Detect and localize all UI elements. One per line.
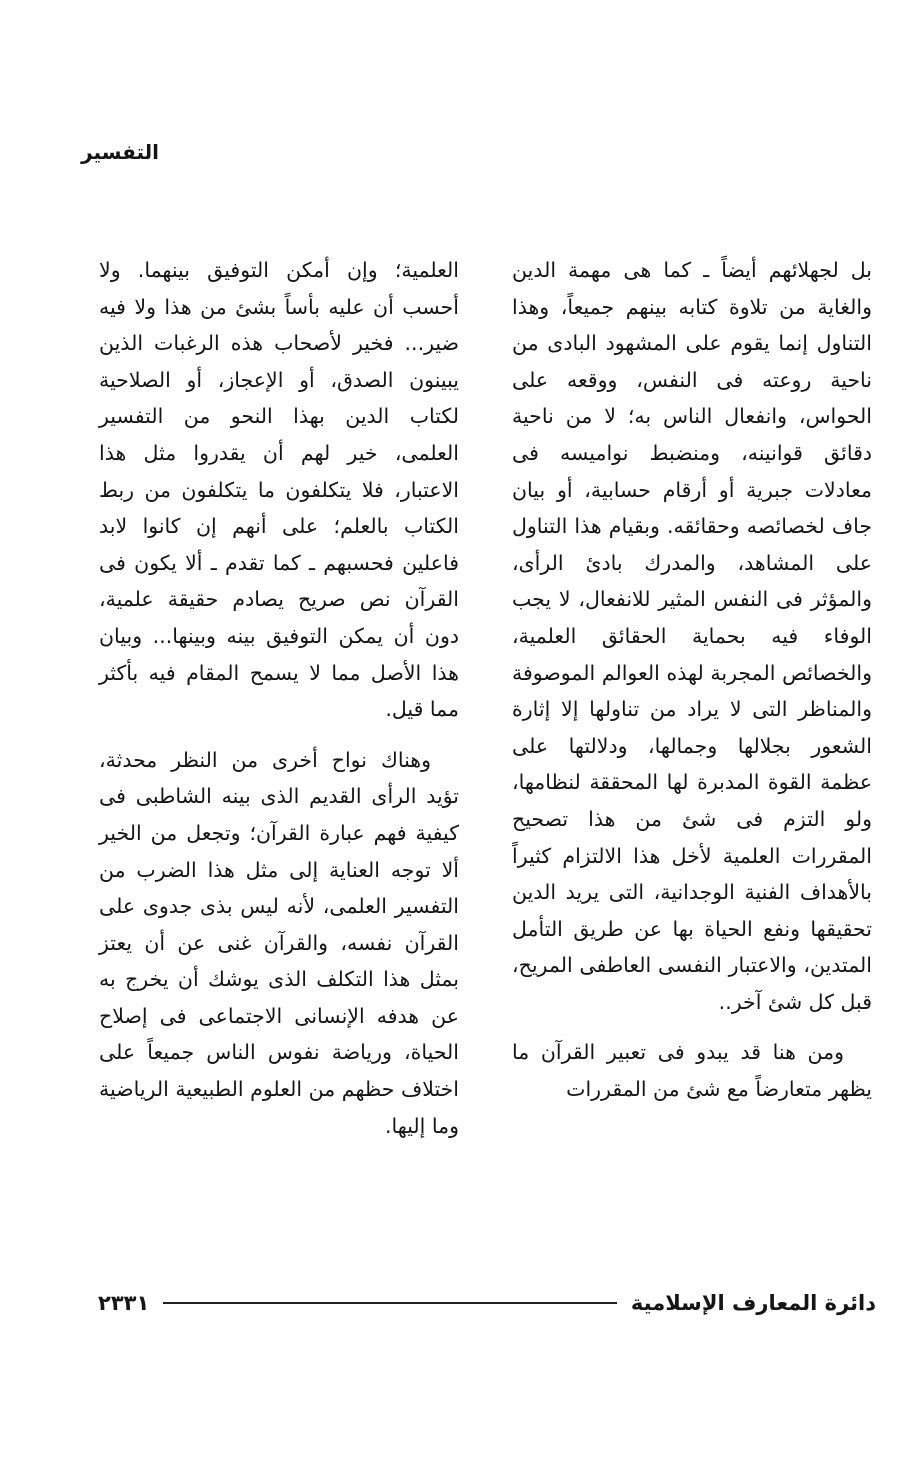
paragraph: بل لجهلائهم أيضاً ـ كما هى مهمة الدين والغاية من تلاوة كتابه بينهم جميعاً، وهذا التناول إنما يقوم على المشهود البادى من ناحية روعته فى النفس، ووقعه على الحواس، وانفعال الناس به؛ لا من ناحية دقائق قوانينه، ومنضبط نواميسه فى معادلات جبرية أو أرقام حسابية، أو بيان جاف لخصائصه وحقائقه. وبقيام هذا التناول على المشاهد، والمدرك بادئ الرأى، والمؤثر فى النفس المثير للانفعال، لا يجب الوفاء فيه بحماية الحقائق العلمية، والخصائص المجربة لهذه العوالم الموصوفة والمناظر التى لا يراد من تناولها إلا إثارة الشعور بجلالها وجمالها، ودلالتها على عظمة القوة المدبرة لها المحققة لنظامها، ولو التزم فى شئ من هذا تصحيح المقررات العلمية لأخل هذا الالتزام كثيراً بالأهداف الفنية الوجدانية، التى يريد الدين تحقيقها ونفع الحياة بها عن طريق التأمل المتدين، والاعتبار النفسى العاطفى المريح، قبل كل شئ آخر..	[512, 258, 872, 1014]
paragraph: ومن هنا قد يبدو فى تعبير القرآن ما يظهر متعارضاً مع شئ من المقررات	[512, 1040, 872, 1102]
paragraph: العلمية؛ وإن أمكن التوفيق بينهما. ولا أحسب أن عليه بأساً بشئ من هذا ولا فيه ضير... فخير لأصحاب هذه الرغبات الذين يبينون الصدق، أو الإعجاز، أو الصلاحية لكتاب الدين بهذا النحو من التفسير العلمى، خير لهم أن يقدروا مثل هذا الاعتبار، فلا يتكلفون ما يتكلفون من ربط الكتاب بالعلم؛ على أنهم إن كانوا لابد فاعلين فحسبهم ـ كما تقدم ـ ألا يكون فى القرآن نص صريح يصادم حقيقة علمية، دون أن يمكن التوفيق بينه وبينها... وبيان هذا الأصل مما لا يسمح المقام فيه بأكثر مما قيل.	[99, 258, 459, 722]
page-footer	[98, 1286, 876, 1320]
footer-divider	[163, 1302, 617, 1304]
text-column-left	[99, 252, 459, 1144]
running-header: التفسير	[81, 140, 159, 164]
page-number: ٢٣٣١	[98, 1291, 150, 1315]
text-column-right	[512, 252, 872, 1108]
publication-title: دائرة المعارف الإسلامية	[630, 1291, 876, 1315]
paragraph: وهناك نواح أخرى من النظر محدثة، تؤيد الرأى القديم الذى بينه الشاطبى فى كيفية فهم عبارة القرآن؛ وتجعل من الخير ألا توجه العناية إلى مثل هذا الضرب من التفسير العلمى، لأنه ليس بذى جدوى على القرآن نفسه، والقرآن غنى عن أن يعتز بمثل هذا التكلف الذى يوشك أن يخرج به عن هدفه الإنسانى الاجتماعى فى إصلاح الحياة، ورياضة نفوس الناس جميعاً على اختلاف حظهم من العلوم الطبيعية الرياضية وما إليها.	[99, 747, 459, 1138]
